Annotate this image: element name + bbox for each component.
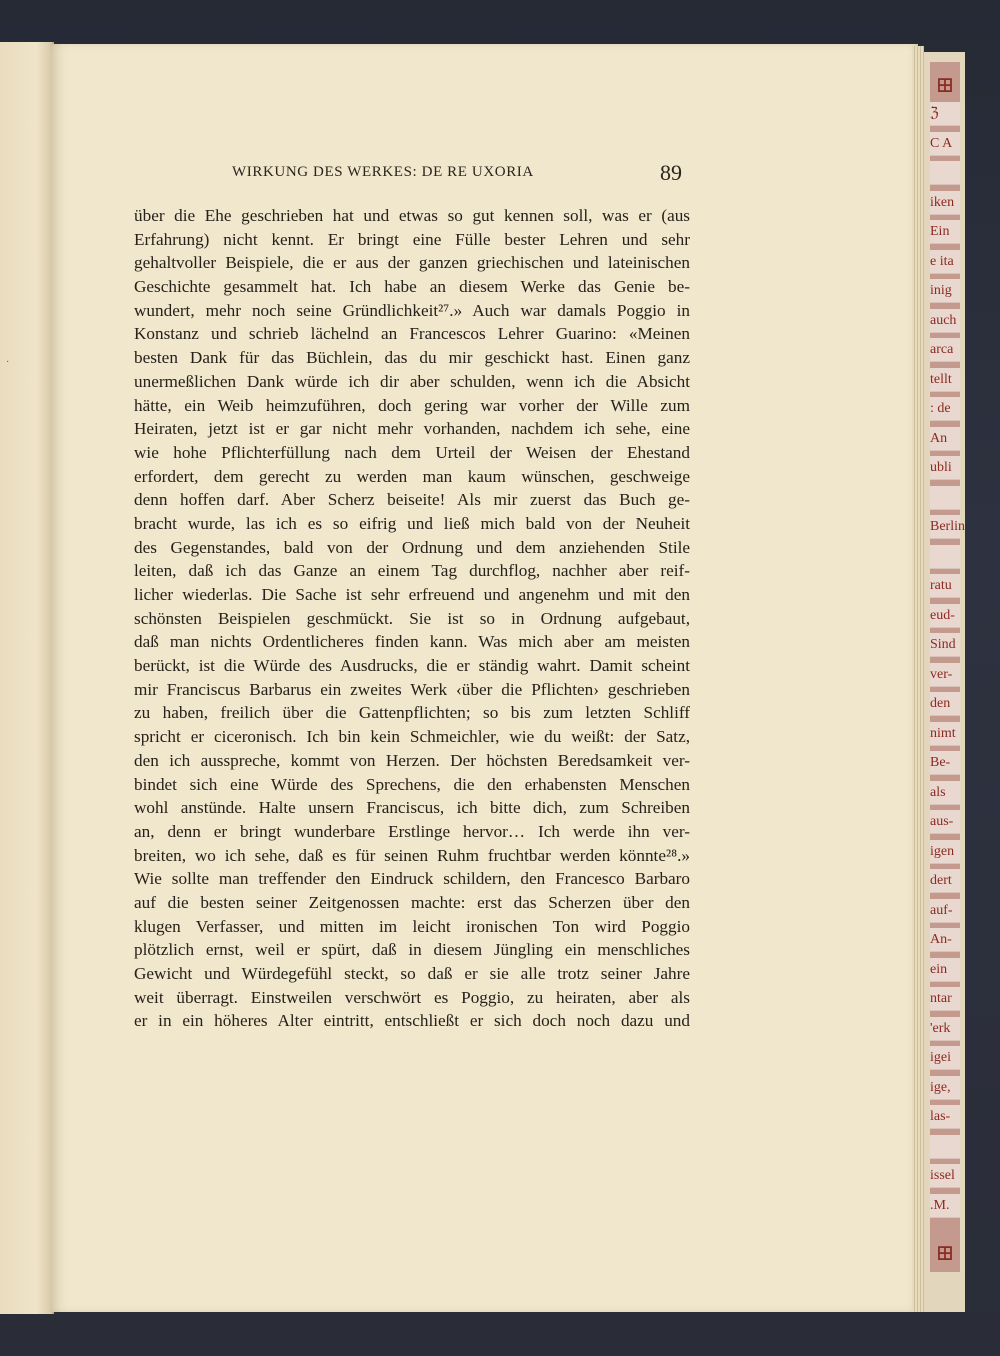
text-line: bindet sich eine Würde des Sprechens, die den erhabensten Menschen — [134, 774, 690, 794]
text-line: den ich ausspreche, kommt von Herzen. Der höchsten Beredsamkeit ver- — [134, 750, 690, 770]
page-edges — [912, 46, 924, 1312]
text-line: an, denn er bringt wunderbare Erstlinge hervor… Ich werde ihn ver- — [134, 821, 690, 841]
left-page-edge — [0, 42, 54, 1314]
text-line: klugen Verfasser, und mitten im leicht ironischen Ton wird Poggio — [134, 916, 690, 936]
text-line: mir Franciscus Barbarus ein zweites Werk ‹über die Pflichten› geschrieben — [134, 679, 690, 699]
text-line: Heiraten, jetzt ist er gar nicht mehr vorhanden, nachdem ich sehe, eine — [134, 419, 690, 439]
back-page-fragment: inig — [930, 279, 960, 303]
back-page-fragment: ein — [930, 958, 960, 982]
text-line: berückt, ist die Würde des Ausdrucks, die er ständig wahrt. Damit scheint — [134, 656, 690, 676]
back-page-fragment: las- — [930, 1105, 960, 1129]
back-page-fragment: e ita — [930, 250, 960, 274]
text-line: spricht er ciceronisch. Ich bin kein Schmeichler, wie du weißt: der Satz, — [134, 727, 690, 747]
back-page-fragment: auch — [930, 309, 960, 333]
text-line: wundert, mehr noch seine Gründlichkeit²⁷.» Auch war damals Poggio in — [134, 300, 690, 320]
back-page-fragment: Berlin — [930, 515, 960, 539]
text-line: er in ein höheres Alter eintritt, entschließt er sich doch noch dazu und — [134, 1011, 690, 1031]
back-page-fragment: ige, — [930, 1076, 960, 1100]
body-text — [134, 204, 690, 1033]
back-page-fragment: Sind — [930, 633, 960, 657]
back-page-fragment: Be- — [930, 751, 960, 775]
back-page-fragment: C A — [930, 132, 960, 156]
text-line: des Gegenstandes, bald von der Ordnung und dem anziehenden Stile — [134, 537, 690, 557]
back-page-fragment: als — [930, 781, 960, 805]
running-title: WIRKUNG DES WERKES: DE RE UXORIA — [232, 164, 534, 180]
back-page-fragment: dert — [930, 869, 960, 893]
text-line: zu haben, freilich über die Gattenpflichten; so bis zum letzten Schliff — [134, 703, 690, 723]
back-page-fragment: issel — [930, 1164, 960, 1188]
text-line: über die Ehe geschrieben hat und etwas so gut kennen soll, was er (aus — [134, 206, 690, 225]
back-page-fragment — [930, 486, 960, 510]
text-line: hätte, ein Weib heimzuführen, doch gering war vorher der Wille zum — [134, 395, 690, 415]
back-page-fragment: : de — [930, 397, 960, 421]
back-page-fragment: An — [930, 427, 960, 451]
back-page-fragment: iken — [930, 191, 960, 215]
back-page-fragment: auf- — [930, 899, 960, 923]
text-line: licher wiederlas. Die Sache ist sehr erfreuend und angenehm und mit den — [134, 585, 690, 604]
back-page-fragment: aus- — [930, 810, 960, 834]
text-line: unermeßlichen Dank würde ich dir aber schulden, wenn ich die Absicht — [134, 371, 690, 391]
back-page-fragment: nimt — [930, 722, 960, 746]
back-page-strip — [930, 62, 965, 1272]
back-page-fragment: ver- — [930, 663, 960, 687]
page-number: 89 — [660, 160, 682, 185]
text-line: gehaltvoller Beispiele, die er aus der ganzen griechischen und lateinischen — [134, 253, 690, 273]
text-line: weit überragt. Einstweilen verschwört es Poggio, zu heiraten, aber als — [134, 987, 690, 1007]
text-line: denn hoffen darf. Aber Scherz beiseite! Als mir zuerst das Buch ge- — [134, 490, 690, 510]
text-line: erfordert, dem gerecht zu werden man kaum wünschen, geschweige — [134, 466, 690, 486]
running-header — [232, 160, 692, 186]
text-line: besten Dank für das Büchlein, das du mir geschickt hast. Einen ganz — [134, 348, 690, 368]
back-page-fragment: igei — [930, 1046, 960, 1070]
meander-ornament-top-icon: ⊞ — [935, 72, 955, 97]
back-page-fragment: ℨ — [930, 102, 960, 126]
text-line: auf die besten seiner Zeitgenossen machte: erst das Scherzen über den — [134, 892, 690, 912]
text-line: leiten, daß ich das Ganze an einem Tag durchflog, nachher aber reif- — [134, 561, 690, 581]
back-page-fragment: 'erk — [930, 1017, 960, 1041]
text-line: Konstanz und schrieb lächelnd an Francescos Lehrer Guarino: «Meinen — [134, 324, 690, 344]
back-page-fragment: Ein — [930, 220, 960, 244]
back-page-fragment: eud- — [930, 604, 960, 628]
back-page-fragment: igen — [930, 840, 960, 864]
back-page-fragment: .M. — [930, 1194, 960, 1218]
back-page-fragment — [930, 1135, 960, 1159]
back-page-fragment — [930, 545, 960, 569]
back-page-fragment: den — [930, 692, 960, 716]
back-page-fragment: ntar — [930, 987, 960, 1011]
text-line: Erfahrung) nicht kennt. Er bringt eine Fülle bester Lehren und sehr — [134, 229, 690, 249]
back-page-fragment: An- — [930, 928, 960, 952]
text-line: bracht wurde, las ich es so eifrig und ließ mich bald von der Neuheit — [134, 513, 690, 533]
text-line: wie hohe Pflichterfüllung nach dem Urteil der Weisen der Ehestand — [134, 442, 690, 462]
margin-mark — [6, 357, 10, 361]
meander-ornament-bottom-icon: ⊞ — [935, 1240, 955, 1265]
back-page-fragment: ubli — [930, 456, 960, 480]
back-page-fragment: ratu — [930, 574, 960, 598]
text-line: plötzlich ernst, weil er spürt, daß in diesem Jüngling ein menschliches — [134, 940, 690, 960]
text-line: daß man nichts Ordentlicheres finden kann. Was mich aber am meisten — [134, 632, 690, 652]
text-line: Wie sollte man treffender den Eindruck schildern, den Francesco Barbaro — [134, 869, 690, 889]
text-line: Gewicht und Würdegefühl steckt, so daß er sie alle trotz seiner Jahre — [134, 964, 690, 983]
text-line: schönsten Beispielen geschmückt. Sie ist so in Ordnung aufgebaut, — [134, 608, 690, 628]
text-line: wohl anstünde. Halte unsern Franciscus, ich bitte dich, zum Schreiben — [134, 798, 690, 818]
back-page-fragment: tellt — [930, 368, 960, 392]
text-line: breiten, wo ich sehe, daß es für seinen Ruhm fruchtbar werden könnte²⁸.» — [134, 845, 690, 865]
back-page-fragment: arca — [930, 338, 960, 362]
back-page-fragment — [930, 161, 960, 185]
text-line: Geschichte gesammelt hat. Ich habe an diesem Werke das Genie be- — [134, 277, 690, 297]
